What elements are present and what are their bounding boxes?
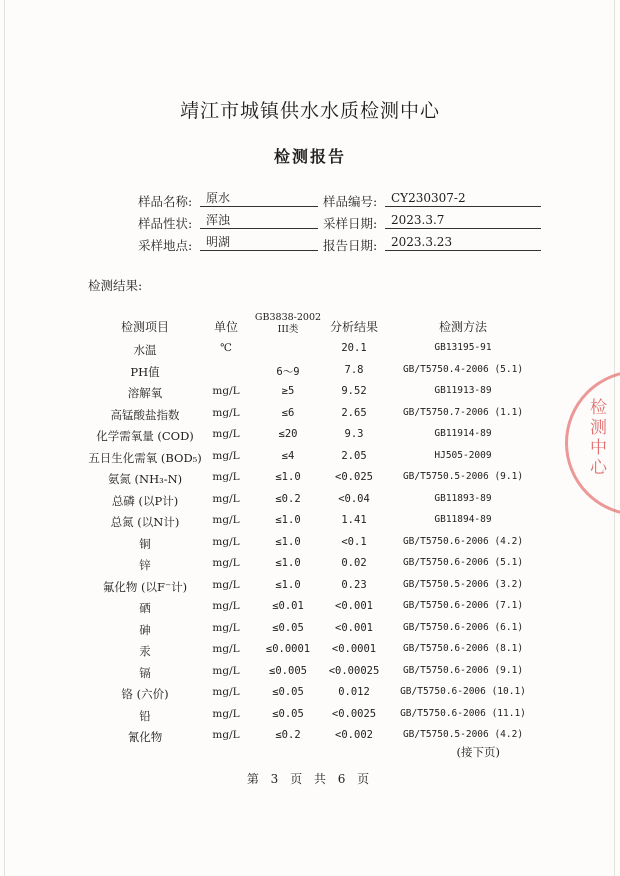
cell-method: GB/T5750.6-2006 (9.1) [402, 664, 524, 676]
cell-standard: ≤1.0 [275, 471, 301, 483]
cell-unit: mg/L [212, 729, 240, 741]
cell-standard: ≤0.005 [269, 664, 307, 677]
report-date-label: 报告日期: [323, 238, 378, 253]
cell-method: GB/T5750.5-2006 (9.1) [402, 471, 524, 482]
cell-unit: mg/L [212, 686, 240, 698]
cell-item: 溶解氧 [127, 386, 163, 400]
continued-note: (接下页) [456, 745, 500, 759]
cell-unit: mg/L [212, 578, 240, 591]
cell-item: 铅 [139, 708, 151, 723]
cell-result: <0.001 [335, 621, 373, 634]
sampling-date-value: 2023.3.7 [385, 212, 541, 229]
sampling-place-value: 明湖 [200, 234, 318, 251]
cell-method: GB11893-89 [434, 492, 492, 504]
cell-unit: ℃ [220, 342, 232, 354]
cell-item: 锌 [139, 558, 151, 572]
cell-item: 水温 [133, 343, 157, 357]
cell-result: 0.012 [338, 686, 370, 698]
cell-unit: mg/L [212, 707, 240, 720]
seal-text: 检测中心 [590, 398, 607, 478]
cell-item: 砷 [139, 622, 151, 637]
report-title: 检测报告 [273, 147, 346, 166]
sample-name-label: 样品名称: [138, 194, 193, 209]
cell-method: GB13195-91 [434, 342, 492, 353]
cell-item: 氨氮 (NH₃-N) [107, 472, 183, 486]
cell-standard: ≤1.0 [275, 514, 301, 526]
cell-unit: mg/L [212, 406, 240, 419]
cell-unit: mg/L [212, 514, 240, 526]
page-footer: 第 3 页 共 6 页 [246, 772, 374, 786]
cell-method: GB11914-89 [434, 428, 492, 439]
cell-item: 铜 [139, 536, 151, 551]
header-method: 检测方法 [438, 320, 488, 334]
cell-standard: ≤4 [281, 449, 295, 462]
cell-method: GB/T5750.5-2006 (4.2) [402, 729, 524, 740]
cell-item: 高锰酸盐指数 [110, 407, 180, 422]
header-standard-line1: GB3838-2002 [254, 312, 322, 323]
cell-standard: ≤0.05 [272, 707, 304, 720]
cell-standard: ≤1.0 [275, 535, 301, 548]
sample-state-value: 浑浊 [200, 212, 318, 229]
cell-unit: mg/L [212, 449, 240, 462]
cell-standard: ≤0.0001 [265, 643, 311, 655]
cell-standard: ≤0.01 [272, 600, 304, 612]
cell-result: <0.1 [341, 535, 367, 548]
cell-result: <0.001 [335, 600, 373, 612]
cell-method: GB/T5750.6-2006 (8.1) [402, 643, 524, 654]
cell-method: GB11913-89 [434, 385, 492, 396]
cell-standard: ≤6 [281, 406, 295, 419]
cell-unit: mg/L [212, 664, 240, 677]
cell-method: GB/T5750.6-2006 (4.2) [402, 535, 524, 547]
cell-result: 2.05 [341, 449, 367, 462]
header-unit: 单位 [213, 320, 239, 334]
cell-item: 总磷 (以P计) [111, 493, 179, 508]
cell-result: <0.00025 [328, 664, 380, 677]
cell-method: GB/T5750.6-2006 (5.1) [402, 557, 524, 568]
cell-item: 汞 [139, 644, 151, 658]
cell-item: 镉 [139, 665, 151, 680]
cell-unit: mg/L [212, 385, 240, 397]
cell-method: GB/T5750.4-2006 (5.1) [402, 363, 524, 375]
cell-unit: mg/L [212, 621, 240, 634]
cell-standard: ≤0.05 [272, 621, 304, 634]
cell-item: 化学需氧量 (COD) [96, 429, 194, 443]
cell-method: GB/T5750.6-2006 (11.1) [400, 707, 526, 719]
sample-name-value: 原水 [200, 190, 318, 207]
cell-result: 9.3 [344, 428, 364, 440]
cell-standard: ≤1.0 [275, 557, 301, 569]
cell-method: GB/T5750.6-2006 (10.1) [400, 686, 526, 697]
sampling-date-label: 采样日期: [323, 216, 378, 231]
cell-method: GB/T5750.5-2006 (3.2) [402, 578, 524, 590]
cell-method: GB/T5750.6-2006 (6.1) [402, 621, 524, 633]
cell-standard: 6～9 [276, 365, 300, 378]
cell-result: 7.8 [344, 363, 364, 376]
cell-result: 1.41 [341, 514, 367, 526]
cell-item: 五日生化需氧 (BOD₅) [88, 450, 202, 465]
cell-result: 0.02 [341, 557, 367, 569]
cell-result: 20.1 [341, 342, 367, 354]
cell-standard: ≤0.05 [272, 686, 304, 698]
cell-method: GB/T5750.6-2006 (7.1) [402, 600, 524, 611]
sample-no-value: CY230307-2 [385, 190, 541, 207]
cell-method: GB/T5750.7-2006 (1.1) [402, 406, 524, 418]
cell-unit: mg/L [212, 643, 240, 655]
report-date-value: 2023.3.23 [385, 234, 541, 251]
cell-unit: mg/L [212, 492, 240, 505]
cell-unit: mg/L [212, 600, 240, 612]
cell-method: GB11894-89 [434, 514, 492, 525]
header-result: 分析结果 [329, 320, 379, 334]
cell-result: 9.52 [341, 385, 367, 397]
cell-item: 铬 (六价) [121, 687, 169, 701]
cell-item: 硒 [139, 601, 151, 615]
cell-result: 2.65 [341, 406, 367, 419]
cell-result: <0.04 [338, 492, 370, 505]
cell-standard: ≥5 [281, 385, 295, 397]
cell-result: <0.025 [335, 471, 373, 483]
results-label: 检测结果: [88, 278, 143, 293]
header-standard-line2: III类 [277, 324, 299, 335]
cell-result: 0.23 [341, 578, 367, 591]
cell-result: <0.0025 [331, 707, 377, 720]
cell-unit: mg/L [212, 428, 240, 440]
cell-item: 氟化物 (以F⁻计) [102, 579, 188, 594]
cell-item: PH值 [130, 364, 160, 379]
sampling-place-label: 采样地点: [138, 238, 193, 253]
cell-standard: ≤20 [278, 428, 298, 440]
cell-method: HJ505-2009 [434, 449, 492, 461]
cell-standard: ≤1.0 [275, 578, 301, 591]
cell-result: <0.0001 [331, 643, 377, 655]
sample-state-label: 样品性状: [138, 216, 193, 231]
cell-unit: mg/L [212, 557, 240, 569]
cell-item: 总氮 (以N计) [110, 515, 180, 529]
cell-result: <0.002 [335, 729, 373, 741]
cell-item: 氰化物 [127, 730, 163, 744]
cell-unit: mg/L [212, 471, 240, 483]
organization-title: 靖江市城镇供水水质检测中心 [179, 100, 440, 122]
scan-edge-left [4, 0, 5, 876]
sample-no-label: 样品编号: [323, 194, 378, 209]
cell-standard: ≤0.2 [275, 492, 301, 505]
cell-standard: ≤0.2 [275, 729, 301, 741]
cell-unit: mg/L [212, 535, 240, 548]
header-item: 检测项目 [120, 320, 170, 334]
